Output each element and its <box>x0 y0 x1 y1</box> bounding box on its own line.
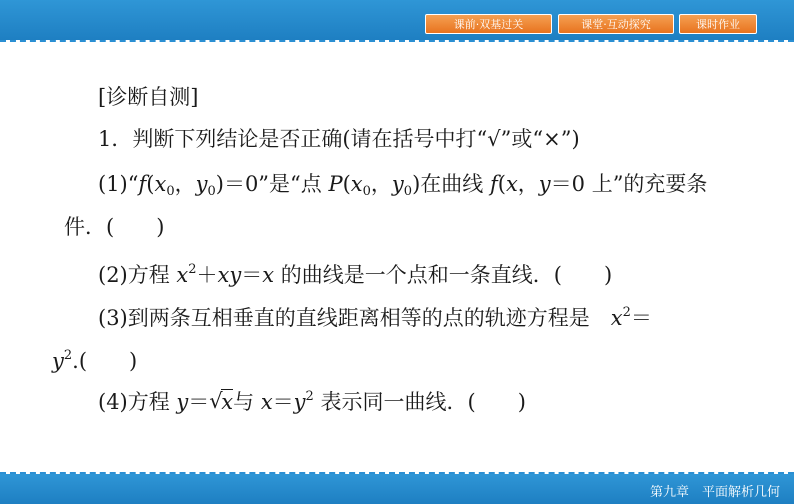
item-3-line-1: (3)到两条互相垂直的直线距离相等的点的轨迹方程是 $x^2=$ <box>98 305 652 330</box>
item-1-line-1: $(1)“f(x_0$，$y_0)=0$”是“点 $P(x_0$，$y_0$)在曲线 f(x，y＝0 上”的充要条 <box>98 172 708 199</box>
nav-button-pre-class[interactable]: 课前·双基过关 <box>425 14 552 34</box>
nav-button-in-class[interactable]: 课堂·互动探究 <box>558 14 674 34</box>
item-4: (4)方程 y＝√ x与 $x=y^2$ 表示同一曲线．( ) <box>98 383 526 416</box>
header-band <box>0 0 794 40</box>
section-title: [诊断自测] <box>98 85 199 109</box>
header-divider <box>0 40 794 42</box>
chapter-label: 第九章 平面解析几何 <box>649 485 780 500</box>
item-3-line-2: $y^2$.( ) <box>52 348 138 373</box>
nav-button-homework[interactable]: 课时作业 <box>679 14 757 34</box>
question-stem: 1．判断下列结论是否正确(请在括号中打“√”或“×”) <box>98 127 580 151</box>
item-1-line-2: 件．( ) <box>64 215 165 239</box>
item-2: (2)方程 $x^2+xy=x$ 的曲线是一个点和一条直线．( ) <box>98 262 613 287</box>
square-root: √ x <box>209 388 233 416</box>
